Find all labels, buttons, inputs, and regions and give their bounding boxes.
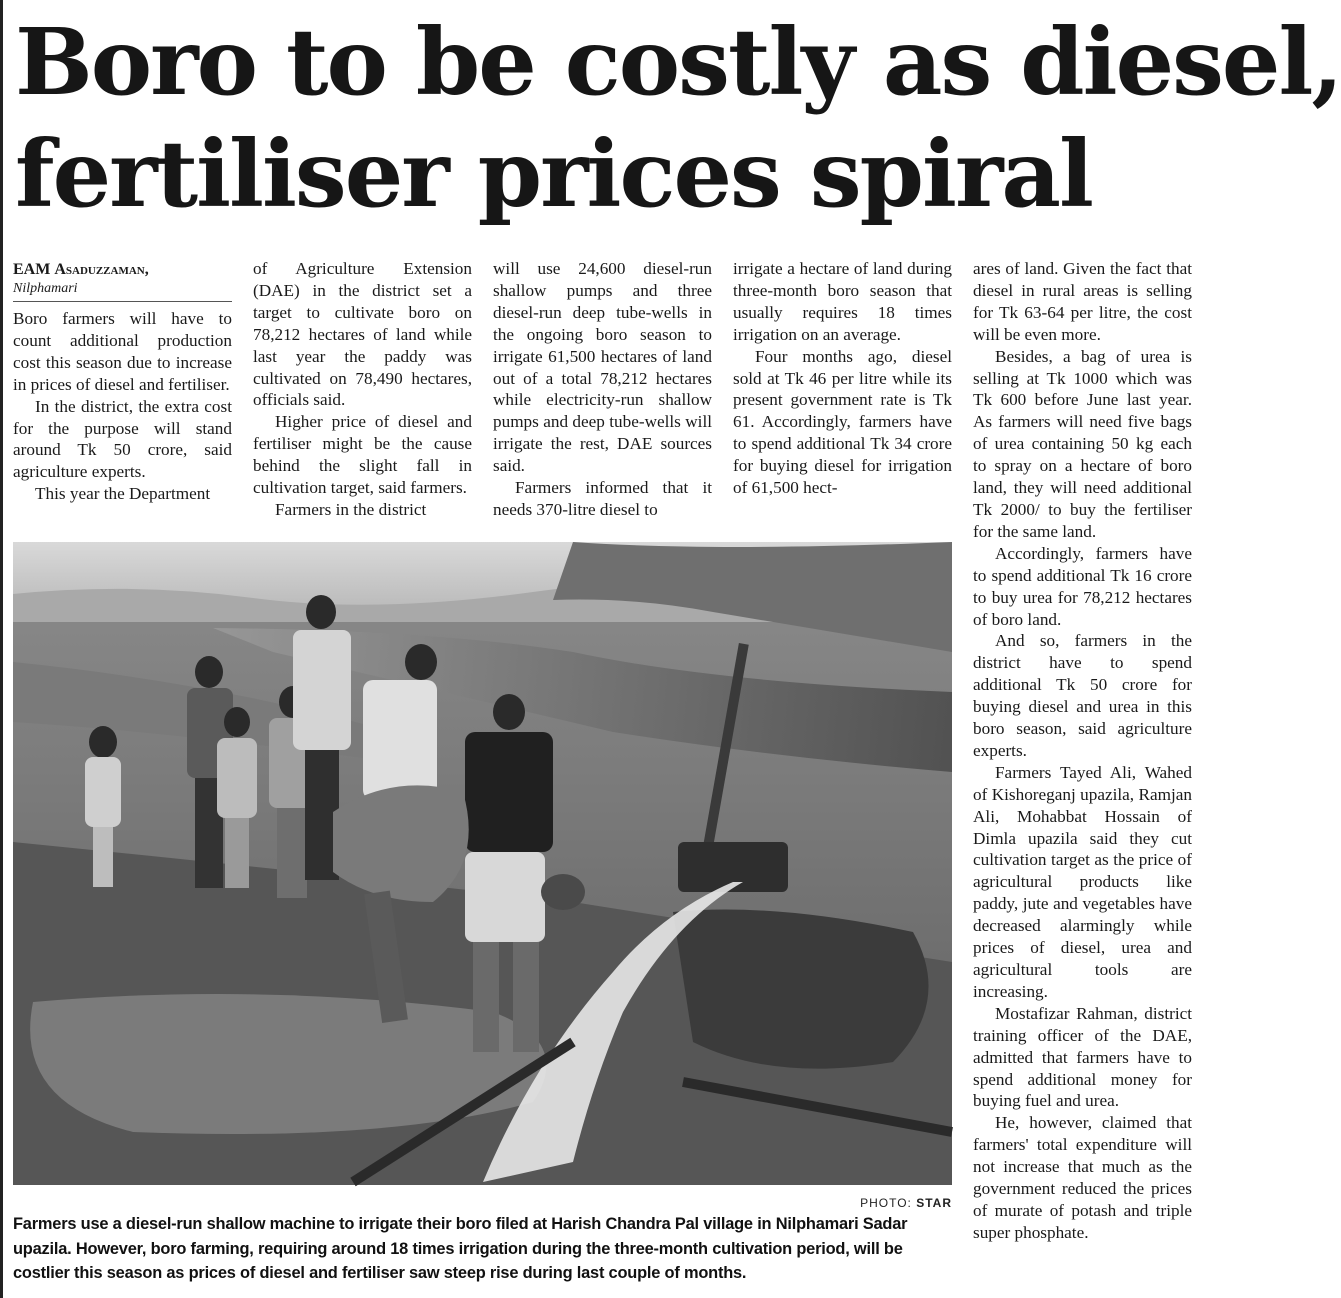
byline-initials: EAM bbox=[13, 261, 51, 278]
paragraph: This year the Department bbox=[35, 484, 211, 504]
paragraph: In the district, the extra cost for the purpose will stand around Tk 50 crore, said agriculture experts. bbox=[13, 396, 232, 482]
photo-credit-source: STAR bbox=[916, 1196, 952, 1210]
headline bbox=[15, 6, 1341, 230]
photo-caption: Farmers use a diesel-run shallow machine to irrigate their boro filed at Harish Chandra Pal village in Nilphamari Sadar upazila. However, boro farming, requiring around 18 times irrigation during the three-month cultivation period, will be costlier this season as prices of diesel and fertiliser saw steep rise during last couple of months. bbox=[13, 1215, 908, 1282]
byline-surname: Asaduzzaman, bbox=[54, 261, 149, 278]
paragraph: He, however, claimed that farmers' total expenditure will not increase that much as the government reduced the prices of murate of potash and triple super phosphate. bbox=[973, 1113, 1192, 1242]
paragraph: Accordingly, farmers have to spend additional Tk 16 crore to buy urea for 78,212 hectares of boro land. bbox=[973, 543, 1192, 629]
paragraph: Farmers in the district bbox=[275, 499, 427, 519]
paragraph: Farmers informed that it needs 370-litre diesel to bbox=[493, 478, 712, 519]
byline-author bbox=[13, 260, 232, 280]
irrigation-photo-illustration bbox=[13, 542, 952, 1185]
paragraph: Higher price of diesel and fertiliser might be the cause behind the slight fall in cultivation target, said farmers. bbox=[253, 412, 472, 498]
article-column-5 bbox=[973, 258, 1192, 1244]
headline-line-2: fertiliser prices spiral bbox=[15, 120, 1092, 228]
photo-credit bbox=[783, 1196, 952, 1210]
paragraph: Farmers Tayed Ali, Wahed of Kishoreganj upazila, Ramjan Ali, Mohabbat Hossain of Dimla upazila said they cut cultivation target as the price of agricultural products like paddy, jute and vegetables have decreased alarmingly while prices of diesel, urea and agricultural tools are increasing. bbox=[973, 762, 1192, 1001]
news-photo bbox=[13, 542, 952, 1185]
article-column-4 bbox=[733, 258, 952, 499]
paragraph: And so, farmers in the district have to spend additional Tk 50 crore for buying diesel and urea in this boro season, said agriculture experts. bbox=[973, 631, 1192, 760]
paragraph: ares of land. Given the fact that diesel in rural areas is selling for Tk 63-64 per litre, the cost will be even more. bbox=[973, 259, 1192, 344]
article-column-3 bbox=[493, 258, 712, 521]
paragraph: Mostafizar Rahman, district training officer of the DAE, admitted that farmers have to spend additional money for buying fuel and urea. bbox=[973, 1003, 1192, 1111]
article-column-2 bbox=[253, 258, 472, 521]
headline-line-1: Boro to be costly as diesel, bbox=[15, 8, 1341, 116]
paragraph: Besides, a bag of urea is selling at Tk 1000 which was Tk 600 before June last year. As farmers will need five bags of urea containing 50 kg each to spray on a hectare of boro land, they will need additional Tk 2000/ to buy the fertiliser for the same land. bbox=[973, 346, 1192, 541]
paragraph: of Agriculture Extension (DAE) in the district set a target to cultivate boro on 78,212 hectares of land while last year the paddy was cultivated on 78,490 hectares, officials said. bbox=[253, 259, 472, 410]
paragraph: will use 24,600 diesel-run shallow pumps and three diesel-run deep tube-wells in the ongoing boro season to irrigate 61,500 hectares of land out of a total 78,212 hectares while electricity-run shallow pumps and deep tube-wells will irrigate the rest, DAE sources said. bbox=[493, 259, 712, 476]
article-column-1 bbox=[13, 258, 232, 505]
byline-divider bbox=[13, 301, 232, 302]
paragraph: Boro farmers will have to count additional production cost this season due to increase in prices of diesel and fertiliser. bbox=[13, 309, 232, 394]
byline-place: Nilphamari bbox=[13, 281, 78, 296]
paragraph: Four months ago, diesel sold at Tk 46 per litre while its present government rate is Tk 61. Accordingly, farmers have to spend additional Tk 34 crore for buying diesel for irrigation of 61,500 hect- bbox=[733, 346, 952, 498]
paragraph: irrigate a hectare of land during three-month boro season that usually requires 18 times irrigation on an average. bbox=[733, 259, 952, 344]
photo-credit-label: PHOTO: bbox=[860, 1196, 912, 1210]
